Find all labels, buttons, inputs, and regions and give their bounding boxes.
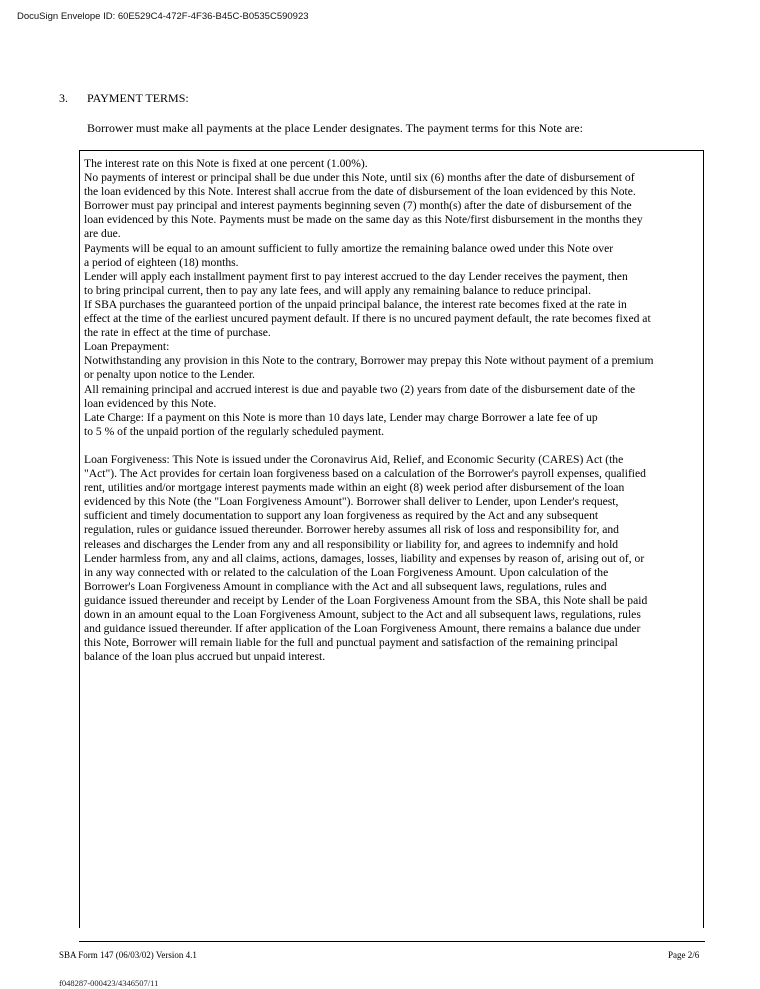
forgiveness-line: down in an amount equal to the Loan Forgiveness Amount, subject to the Act and all subsequent laws, regulations, rules: [84, 608, 641, 621]
loan-forgiveness-paragraph: [84, 453, 704, 664]
footer-rule: [79, 941, 705, 942]
forgiveness-line: in any way connected with or related to the calculation of the Loan Forgiveness Amount. Upon calculation of the: [84, 565, 609, 579]
terms-paragraphs: [84, 157, 704, 439]
forgiveness-line: "Act"). The Act provides for certain loan forgiveness based on a calculation of the Borrower's payroll expenses, qualified: [84, 467, 646, 481]
forgiveness-line: Loan Forgiveness: This Note is issued under the Coronavirus Aid, Relief, and Economic Security (CARES) Act (the: [84, 452, 624, 466]
envelope-id: DocuSign Envelope ID: 60E529C4-472F-4F36-B45C-B0535C590923: [17, 11, 309, 22]
terms-line: or penalty upon notice to the Lender.: [84, 368, 255, 382]
terms-line: to 5 % of the unpaid portion of the regularly scheduled payment.: [84, 424, 385, 438]
terms-line: No payments of interest or principal shall be due under this Note, until six (6) months after the date of disbursement of: [84, 171, 635, 185]
section-title: PAYMENT TERMS:: [87, 91, 189, 105]
paragraph-gap: [84, 439, 704, 453]
terms-line: the loan evidenced by this Note. Interest shall accrue from the date of disbursement of the loan evidenced by this Note.: [84, 185, 636, 199]
terms-line: All remaining principal and accrued interest is due and payable two (2) years from date of the disbursement date of the: [84, 382, 636, 396]
forgiveness-line: and guidance issued thereunder. If after application of the Loan Forgiveness Amount, there remains a balance due under: [84, 622, 641, 636]
form-version-label: SBA Form 147 (06/03/02) Version 4.1: [59, 950, 197, 960]
terms-line: the rate in effect at the time of purchase.: [84, 326, 271, 340]
forgiveness-line: rent, utilities and/or mortgage interest payments made within an eight (8) week period after disbursement of the loan: [84, 481, 625, 495]
terms-line: Late Charge: If a payment on this Note is more than 10 days late, Lender may charge Borrower a late fee of up: [84, 410, 598, 424]
forgiveness-line: guidance issued thereunder and receipt by Lender of the Loan Forgiveness Amount from the SBA, this Note shall be paid: [84, 593, 648, 607]
forgiveness-line: regulation, rules or guidance issued thereunder. Borrower hereby assumes all risk of loss and responsibility for, and: [84, 523, 619, 537]
forgiveness-line: Lender harmless from, any and all claims, actions, damages, losses, liability and expenses by reason of, arising out of, or: [84, 551, 645, 565]
forgiveness-line: evidenced by this Note (the "Loan Forgiveness Amount"). Borrower shall deliver to Lender, upon Lender's request,: [84, 495, 619, 509]
terms-line: Lender will apply each installment payment first to pay interest accrued to the day Lender receives the payment, then: [84, 269, 628, 283]
forgiveness-line: releases and discharges the Lender from any and all responsibility or liability for, and agrees to indemnify and hold: [84, 537, 619, 551]
forgiveness-line: sufficient and timely documentation to support any loan forgiveness as required by the Act and any subsequent: [84, 509, 599, 523]
terms-line: Payments will be equal to an amount sufficient to fully amortize the remaining balance owed under this Note over: [84, 241, 614, 255]
forgiveness-line: this Note, Borrower will remain liable for the full and punctual payment and satisfaction of the remaining principal: [84, 636, 618, 650]
terms-line: Notwithstanding any provision in this Note to the contrary, Borrower may prepay this Note without payment of a premium: [84, 354, 654, 368]
document-id: f048287-000423/4346507/11: [59, 978, 159, 988]
forgiveness-line: balance of the loan plus accrued but unpaid interest.: [84, 650, 326, 664]
terms-line: effect at the time of the earliest uncured payment default. If there is no uncured payment default, the rate becomes fixed at: [84, 312, 651, 326]
payment-terms-text: [84, 157, 704, 664]
terms-line: If SBA purchases the guaranteed portion of the unpaid principal balance, the interest rate becomes fixed at the rate in: [84, 297, 627, 311]
terms-line: The interest rate on this Note is fixed at one percent (1.00%).: [84, 157, 368, 170]
terms-line: a period of eighteen (18) months.: [84, 255, 239, 269]
terms-line: loan evidenced by this Note. Payments must be made on the same day as this Note/first disbursement in the months they: [84, 213, 643, 227]
terms-line: are due.: [84, 227, 121, 241]
section-number: 3.: [59, 91, 68, 105]
terms-line: Borrower must pay principal and interest payments beginning seven (7) month(s) after the date of disbursement of the: [84, 199, 632, 213]
forgiveness-line: Borrower's Loan Forgiveness Amount in compliance with the Act and all subsequent laws, regulations, rules and: [84, 579, 607, 593]
terms-line: Loan Prepayment:: [84, 340, 170, 354]
terms-line: to bring principal current, then to pay any late fees, and will apply any remaining balance to reduce principal.: [84, 283, 592, 297]
page-number: Page 2/6: [668, 950, 700, 960]
section-intro: Borrower must make all payments at the place Lender designates. The payment terms for this Note are:: [87, 121, 583, 135]
terms-line: loan evidenced by this Note.: [84, 396, 217, 410]
